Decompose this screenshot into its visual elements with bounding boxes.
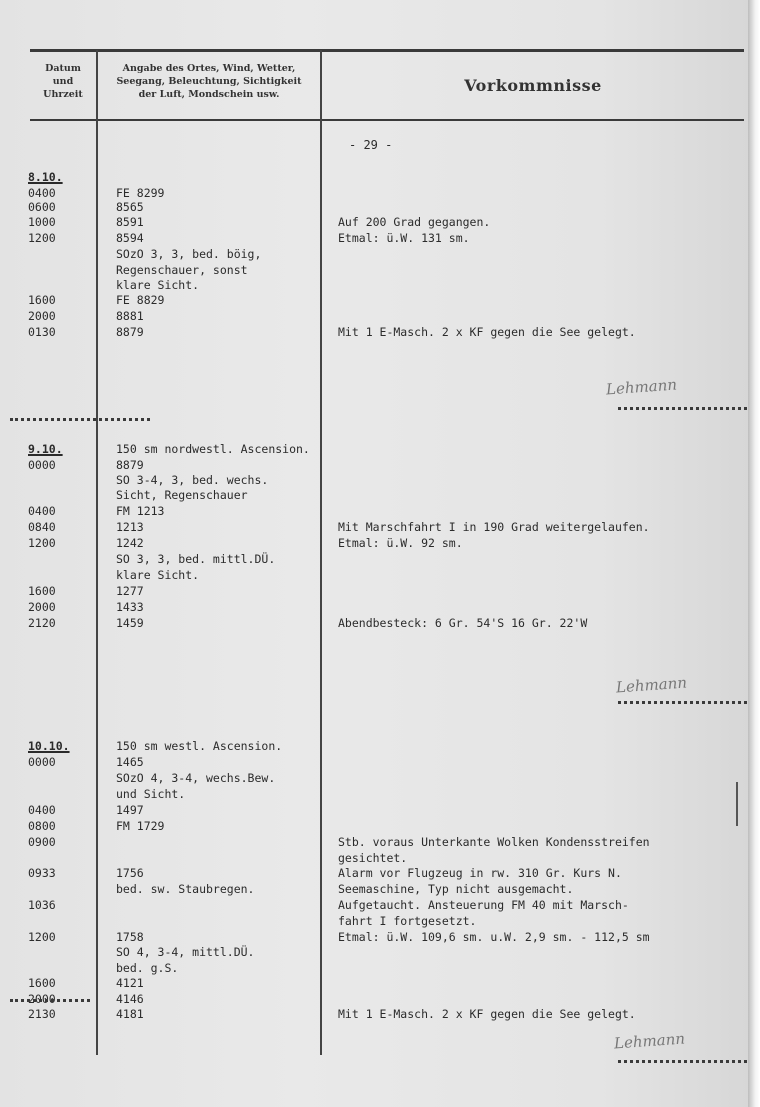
entry-position-weather: FM 1213 (116, 504, 165, 518)
entry-position-weather: 1756 (116, 866, 144, 880)
entry-event: Etmal: ü.W. 131 sm. (338, 231, 470, 245)
entry-position-weather: 4181 (116, 1007, 144, 1021)
entry-position-weather: Sicht, Regenschauer (116, 488, 248, 502)
entry-date: 9.10. (28, 442, 63, 456)
entry-position-weather: 1497 (116, 803, 144, 817)
header-col2-line3: der Luft, Mondschein usw. (138, 89, 280, 100)
entry-time: 0400 (28, 803, 56, 817)
entry-position-weather: und Sicht. (116, 787, 186, 801)
header-top-rule (30, 49, 744, 52)
page-edge (748, 0, 760, 1107)
header-location-weather (98, 62, 320, 101)
entry-position-weather: 1465 (116, 755, 144, 769)
entry-position-weather: 1277 (116, 584, 144, 598)
entry-time: 0800 (28, 819, 56, 833)
header-col1-line3: Uhrzeit (43, 89, 83, 100)
entry-date: 8.10. (28, 170, 63, 184)
entry-date: 10.10. (28, 739, 70, 753)
entry-position-weather: SO 4, 3-4, mittl.DÜ. (116, 945, 255, 959)
entry-event: Etmal: ü.W. 92 sm. (338, 536, 463, 550)
entry-event: Seemaschine, Typ nicht ausgemacht. (338, 882, 574, 896)
entry-position-weather: SO 3-4, 3, bed. wechs. (116, 473, 269, 487)
margin-mark (736, 782, 738, 826)
entry-time: 1600 (28, 584, 56, 598)
section-divider-left-1 (10, 418, 150, 421)
signature-3: Lehmann (613, 1029, 686, 1053)
entry-event: Mit Marschfahrt I in 190 Grad weitergelaufen. (338, 520, 650, 534)
entry-time: 1600 (28, 976, 56, 990)
entry-position-weather: 1242 (116, 536, 144, 550)
entry-event: fahrt I fortgesetzt. (338, 914, 477, 928)
entry-position-weather: FE 8829 (116, 293, 165, 307)
entry-event: gesichtet. (338, 851, 408, 865)
section-divider-right-2 (618, 701, 753, 704)
section-divider-right-3 (618, 1060, 753, 1063)
entry-time: 1000 (28, 215, 56, 229)
page-number: - 29 - (349, 138, 393, 152)
entry-event: Auf 200 Grad gegangen. (338, 215, 491, 229)
entry-position-weather: 8594 (116, 231, 144, 245)
header-bottom-rule (30, 119, 744, 121)
column-divider-1 (96, 50, 98, 1055)
entry-position-weather: 1758 (116, 930, 144, 944)
section-divider-left-3 (10, 999, 90, 1002)
section-divider-right-1 (618, 407, 753, 410)
entry-position-weather: 8879 (116, 325, 144, 339)
entry-time: 1036 (28, 898, 56, 912)
entry-position-weather: 1459 (116, 616, 144, 630)
entry-position-weather: 4121 (116, 976, 144, 990)
header-events: Vorkommnisse (464, 76, 602, 95)
entry-time: 1600 (28, 293, 56, 307)
entry-position-weather: 8879 (116, 458, 144, 472)
entry-time: 2000 (28, 992, 56, 1006)
entry-time: 2120 (28, 616, 56, 630)
entry-position-weather: SO 3, 3, bed. mittl.DÜ. (116, 552, 276, 566)
entry-time: 0933 (28, 866, 56, 880)
entry-time: 1200 (28, 231, 56, 245)
entry-position-weather: SOzO 3, 3, bed. böig, (116, 247, 262, 261)
entry-event: Etmal: ü.W. 109,6 sm. u.W. 2,9 sm. - 112,5 sm (338, 930, 650, 944)
entry-position-weather: 8565 (116, 200, 144, 214)
entry-event: Stb. voraus Unterkante Wolken Kondensstreifen (338, 835, 650, 849)
entry-position-weather: bed. sw. Staubregen. (116, 882, 255, 896)
entry-position-weather: SOzO 4, 3-4, wechs.Bew. (116, 771, 276, 785)
entry-event: Mit 1 E-Masch. 2 x KF gegen die See gelegt. (338, 1007, 636, 1021)
entry-position-weather: bed. g.S. (116, 961, 179, 975)
entry-time: 1200 (28, 930, 56, 944)
entry-time: 2000 (28, 600, 56, 614)
entry-position-weather: FM 1729 (116, 819, 165, 833)
header-col2-line2: Seegang, Beleuchtung, Sichtigkeit (116, 76, 302, 87)
entry-event: Aufgetaucht. Ansteuerung FM 40 mit Marsch- (338, 898, 629, 912)
entry-time: 0400 (28, 504, 56, 518)
entry-event: Alarm vor Flugzeug in rw. 310 Gr. Kurs N. (338, 866, 622, 880)
entry-position-weather: klare Sicht. (116, 278, 200, 292)
entry-position-weather: Regenschauer, sonst (116, 263, 248, 277)
header-date-time (30, 62, 96, 101)
header-col1-line2: und (52, 76, 74, 87)
entry-time: 2000 (28, 309, 56, 323)
entry-time: 0000 (28, 458, 56, 472)
entry-time: 2130 (28, 1007, 56, 1021)
entry-time: 1200 (28, 536, 56, 550)
column-divider-2 (320, 50, 322, 1055)
entry-position-weather: FE 8299 (116, 186, 165, 200)
entry-event: Mit 1 E-Masch. 2 x KF gegen die See gelegt. (338, 325, 636, 339)
entry-position-weather: 150 sm westl. Ascension. (116, 739, 283, 753)
entry-position-weather: 1213 (116, 520, 144, 534)
entry-position-weather: 1433 (116, 600, 144, 614)
entry-position-weather: klare Sicht. (116, 568, 200, 582)
header-col2-line1: Angabe des Ortes, Wind, Wetter, (122, 63, 296, 74)
entry-position-weather: 4146 (116, 992, 144, 1006)
header-col1-line1: Datum (45, 63, 81, 74)
entry-time: 0400 (28, 186, 56, 200)
entry-event: Abendbesteck: 6 Gr. 54'S 16 Gr. 22'W (338, 616, 588, 630)
entry-time: 0130 (28, 325, 56, 339)
entry-position-weather: 8591 (116, 215, 144, 229)
signature-2: Lehmann (615, 673, 688, 697)
entry-time: 0840 (28, 520, 56, 534)
signature-1: Lehmann (605, 375, 678, 399)
entry-time: 0900 (28, 835, 56, 849)
entry-position-weather: 8881 (116, 309, 144, 323)
entry-position-weather: 150 sm nordwestl. Ascension. (116, 442, 310, 456)
entry-time: 0000 (28, 755, 56, 769)
entry-time: 0600 (28, 200, 56, 214)
